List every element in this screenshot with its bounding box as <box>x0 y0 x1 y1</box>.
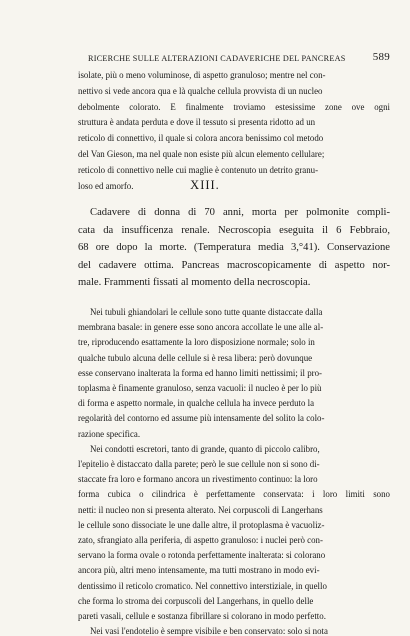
text-line: 68 ore dopo la morte. (Temperatura media 3,°41). Conservazione <box>78 242 390 254</box>
text-line: dentissimo il reticolo cromatico. Nel connettivo interstiziale, in quello <box>78 580 327 591</box>
text-line: ancora più, altri meno intensamente, ma tutti mostrano in modo evi- <box>78 565 320 576</box>
text-line: tre, riproducendo esattamente la loro disposizione normale; solo in <box>78 337 315 348</box>
text-line: loso ed amorfo. <box>78 180 134 191</box>
text-line: male. Frammenti fissati al momento della necroscopia. <box>78 277 311 289</box>
text-line: membrana basale: in genere esse sono ancora accollate le une alle al- <box>78 322 324 333</box>
text-line: zato, sfrangiato alla periferia, di aspetto granuloso: i nuclei però con- <box>78 535 323 545</box>
text-line: l'epitelio è distaccato dalla parete; però le sue cellule non si sono di- <box>78 459 320 469</box>
page-number: 589 <box>372 51 390 63</box>
text-line: qualche tubulo alcuna delle cellule si è resa libera: però dovunque <box>78 352 313 363</box>
text-line: isolate, più o meno voluminose, di aspetto granuloso; mentre nel con- <box>78 70 326 80</box>
text-line: del cadavere ottima. Pancreas macroscopicamente di aspetto nor- <box>78 259 390 271</box>
text-line: regolarità del contorno ed assume più intensamente del solito la colo- <box>78 413 325 424</box>
text-line: che forma lo stroma dei corpuscoli del Langerhans, in quello delle <box>78 595 314 606</box>
text-line: debolmente colorato. E finalmente troviamo estesissime zone ove ogni <box>78 101 390 112</box>
text-line: Nei vasi l'endotelio è sempre visibile e ben conservato: solo si nota <box>90 626 328 636</box>
text-line: del Van Gieson, ma nel quale non esiste più alcun elemento cellulare; <box>78 149 325 159</box>
text-line: cata da insufficenza renale. Necroscopia eseguita il 6 Febbraio, <box>78 224 390 236</box>
text-line: netti: il nucleo non si presenta alterato. Nei corpuscoli di Langerhans <box>78 504 323 515</box>
text-line: struttura è andata perduta e dove il tessuto si presenta ridotto ad un <box>78 117 316 128</box>
section-heading: XIII. <box>190 178 220 192</box>
text-line: nettivo si vede ancora qua e là qualche cellula provvista di un nucleo <box>78 85 323 96</box>
text-line: Cadavere di donna di 70 anni, morta per polmonite compli- <box>90 207 390 218</box>
text-line: pareti vasali, cellule e sostanza fibrillare si colorano in modo perfetto. <box>78 611 326 621</box>
text-line: le cellule sono dissociate le une dalle altre, il protoplasma è vacuoliz- <box>78 519 325 530</box>
text-line: toplasma è finamente granuloso, senza vacuoli: il nucleo è per lo più <box>78 383 322 393</box>
text-line: servano la forma ovale o rotonda perfettamente inalterata: si colorano <box>78 550 326 561</box>
text-line: staccate fra loro e formano ancora un rivestimento continuo: la loro <box>78 474 318 485</box>
text-line: forma cubica o cilindrica è perfettamente conservata: i loro limiti sono <box>78 489 390 500</box>
text-line: di forma e aspetto normale, in qualche cellula ha invece perduto la <box>78 398 315 409</box>
text-line: Nei condotti escretori, tanto di grande, quanto di piccolo calibro, <box>90 443 320 454</box>
text-line: reticolo di connettivo, il quale si colora ancora benissimo col metodo <box>78 133 324 144</box>
text-line: reticolo di connettivo nelle cui maglie è contenuto un detrito granu- <box>78 164 319 175</box>
text-line: Nei tubuli ghiandolari le cellule sono tutte quante distaccate dalla <box>90 307 323 317</box>
text-line: esse conservano inalterata la forma ed hanno limiti nettissimi; il pro- <box>78 367 322 378</box>
running-title: RICERCHE SULLE ALTERAZIONI CADAVERICHE DEL PANCREAS <box>88 54 346 63</box>
text-line: razione specifica. <box>78 428 141 439</box>
